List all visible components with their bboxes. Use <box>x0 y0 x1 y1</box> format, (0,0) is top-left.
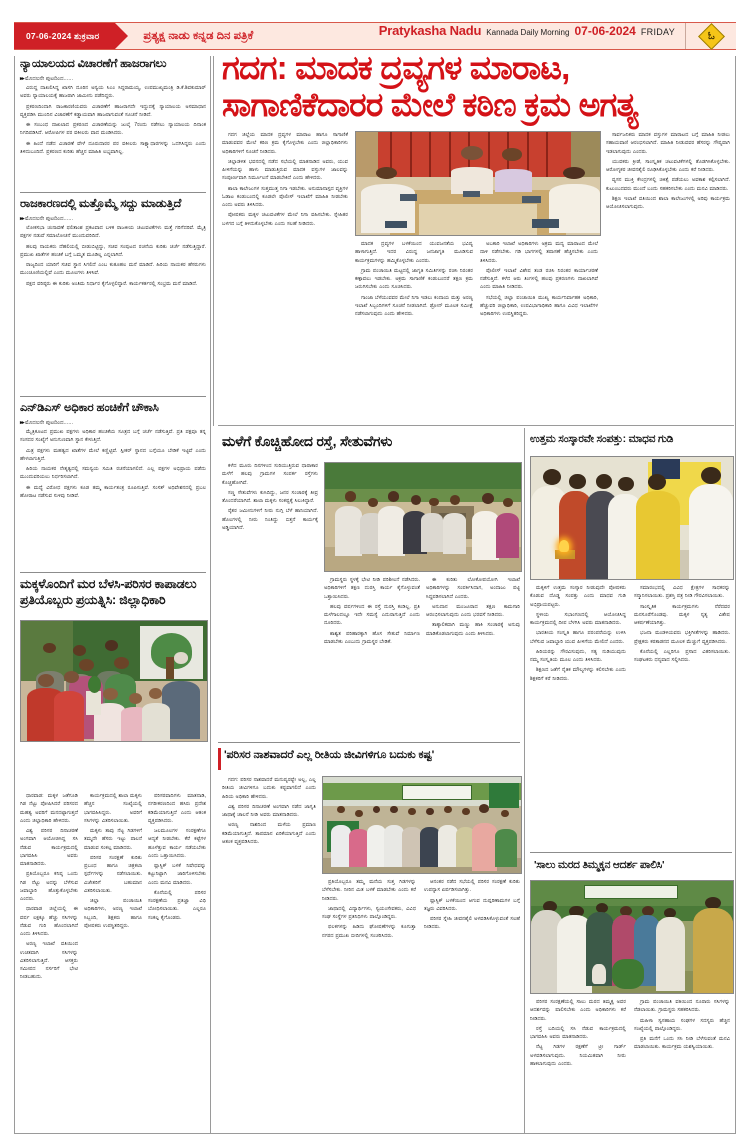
rule-above-thimmakka <box>530 852 732 853</box>
byline-bullet-icon: ▸▸ <box>20 76 24 82</box>
paragraph: ಅನುದಾನ ಮಂಜೂರಾದ ತಕ್ಷಣ ಕಾಮಗಾರಿ ಆರಂಭಿಸಲಾಗುವುದು ಎಂದು ಭರವಸೆ ನೀಡಿದರು. <box>426 603 520 618</box>
paragraph: ಸ್ಥಳೀಯ ಸಭಾಂಗಣದಲ್ಲಿ ಆಯೋಜಿಸಿದ್ದ ಕಾರ್ಯಕ್ರಮದಲ್ಲಿ ದೀಪ ಬೆಳಗಿಸಿ ಅವರು ಮಾತನಾಡಿದರು. <box>530 611 626 626</box>
paragraph: ಈ ಸಂಬಂಧ ದಾಖಲಾದ ಪ್ರಕರಣದ ವಿಚಾರಣೆಯನ್ನು ಜುಲೈ 7ರಂದು ನಡೆಸಲು ನ್ಯಾಯಾಲಯ ದಿನಾಂಕ ನಿಗದಿಪಡಿಸಿದೆ. ಆರೋಪಿಗಳ ಪರ ವಕೀಲರು ವಾದ ಮಂಡಿಸಿದರು. <box>20 122 206 137</box>
page-right-border <box>735 56 736 1134</box>
paragraph: ಹಿರಿಯರನ್ನು ಗೌರವಿಸುವುದು, ಸತ್ಯ ನುಡಿಯುವುದು ನಮ್ಮ ಸಂಸ್ಕೃತಿಯ ಮೂಲ ಎಂದು ತಿಳಿಸಿದರು. <box>530 648 626 663</box>
paragraph: ಗದಗ: ಪರಿಸರ ನಾಶವಾದರೆ ಮನುಷ್ಯರಷ್ಟೇ ಅಲ್ಲ, ಎಲ್ಲ ರೀತಿಯ ಜೀವಿಗಳಿಗೂ ಬದುಕು ಕಷ್ಟವಾಗಲಿದೆ ಎಂದು ಹಿರಿಯ ಅಧಿಕಾರಿ ಹೇಳಿದರು. <box>222 777 316 800</box>
paragraph: ವಿಶ್ವ ಪರಿಸರ ದಿನಾಚರಣೆ ಅಂಗವಾಗಿ ನಡೆದ ಜಾಗೃತಿ ಜಾಥಾಕ್ಕೆ ಚಾಲನೆ ನೀಡಿ ಅವರು ಮಾತನಾಡಿದರು. <box>222 803 316 818</box>
lead-body-col2 <box>355 240 473 422</box>
paragraph: ಅರಣ್ಯ ನಾಶದಿಂದ ಮಳೆಯ ಪ್ರಮಾಣ ಕಡಿಮೆಯಾಗುತ್ತಿದೆ. ತಾಪಮಾನ ಏರಿಕೆಯಾಗುತ್ತಿದೆ ಎಂದು ಆತಂಕ ವ್ಯಕ್ತಪಡಿಸಿದರು. <box>222 822 316 845</box>
rule-mid-right <box>524 428 525 1134</box>
paragraph: ಮಕ್ಕಳಿಗೆ ಉತ್ತಮ ಸಂಸ್ಕಾರ ನೀಡುವುದೇ ಪೋಷಕರು ಕೊಡುವ ದೊಡ್ಡ ಸಂಪತ್ತು ಎಂದು ಮಾಧವ ಗುಡಿ ಅಭಿಪ್ರಾಯಪಟ್ಟರು. <box>530 585 626 608</box>
paragraph: ಸಾಂಸ್ಕೃತಿಕ ಕಾರ್ಯಕ್ರಮಗಳು ನೆರೆದವರ ಮನಸೂರೆಗೊಂಡವು. ಮಕ್ಕಳ ನೃತ್ಯ ವಿಶೇಷ ಆಕರ್ಷಣೆಯಾಗಿತ್ತು. <box>634 603 730 626</box>
paragraph: ಅಬಕಾರಿ ಇಲಾಖೆ ಅಧಿಕಾರಿಗಳು ಅಕ್ರಮ ಮದ್ಯ ಮಾರಾಟದ ಮೇಲೆ ದಾಳಿ ನಡೆಸಬೇಕು. ಗಡಿ ಭಾಗಗಳಲ್ಲಿ ತಪಾಸಣೆ ಹೆಚ್ಚಿಸಬೇಕು ಎಂದು ತಿಳಿಸಿದರು. <box>480 241 598 264</box>
paragraph: ಗ್ರಾಮ ಪಂಚಾಯಿತಿ ವತಿಯಿಂದ ನೂರಾರು ಸಸಿಗಳನ್ನು ನೆಡಲಾಯಿತು. ಗ್ರಾಮಸ್ಥರು ಸಹಕರಿಸಿದರು. <box>634 999 730 1014</box>
paragraph: ಪ್ರಕರಣದಿಂದಾಗಿ ರಾಜಕಾರಣಿಯವರು ವಿಚಾರಣೆಗೆ ಹಾಜರಾಗದೇ ಇದ್ದುದಕ್ಕೆ ನ್ಯಾಯಾಲಯ ಅಸಮಾಧಾನ ವ್ಯಕ್ತಪಡಿಸಿ ಮುಂದಿನ ವಿಚಾರಣೆಗೆ ಕಡ್ಡಾಯವಾಗಿ ಹಾಜರಾಗುವಂತೆ ಸೂಚನೆ ನೀಡಿದೆ. <box>20 103 206 118</box>
thimmakka-body-col2 <box>634 998 730 1128</box>
rain-story-headline: ಮಳೆಗೆ ಕೊಚ್ಚಿಹೋದ ರಸ್ತೆ, ಸೇತುವೆಗಳು <box>222 433 393 449</box>
sanskara-story-headline: ಉತ್ತಮ ಸಂಸ್ಕಾರವೇ ಸಂಪತ್ತು: ಮಾಧವ ಗುಡಿ <box>530 433 674 445</box>
left-story-3-body <box>20 428 206 568</box>
paragraph: ಪ್ರತಿಯೊಬ್ಬರೂ ಕನಿಷ್ಠ ಒಂದು ಗಿಡ ನೆಟ್ಟು ಅದನ್ನು ಬೆಳೆಸುವ ಜವಾಬ್ದಾರಿ ಹೊತ್ತುಕೊಳ್ಳಬೇಕು ಎಂದರು. <box>20 871 78 902</box>
left-story-3-byline <box>20 420 206 427</box>
paragraph: ಸಾರ್ವಜನಿಕರು ಮಾದಕ ವಸ್ತುಗಳ ಮಾರಾಟದ ಬಗ್ಗೆ ಮಾಹಿತಿ ನೀಡಲು ಸಹಾಯವಾಣಿ ಆರಂಭಿಸಲಾಗಿದೆ. ಮಾಹಿತಿ ನೀಡುವವರ ಹೆಸರನ್ನು ಗೌಪ್ಯವಾಗಿ ಇಡಲಾಗುವುದು ಎಂದರು. <box>606 132 730 155</box>
paragraph: ಲೋಕಸಭಾ ಚುನಾವಣೆ ಫಲಿತಾಂಶ ಪ್ರಕಟವಾದ ಬಳಿಕ ರಾಜಕೀಯ ಚಟುವಟಿಕೆಗಳು ಮತ್ತೆ ಗರಿಗೆದರಿವೆ. ಮೈತ್ರಿ ಪಕ್ಷಗಳ ನಡುವೆ ಸಮಾಲೋಚನೆ ಮುಂದುವರಿದಿದೆ. <box>20 225 206 240</box>
left-story-1-headline: ನ್ಯಾಯಾಲಯದ ವಿಚಾರಣೆಗೆ ಹಾಜರಾಗಲು <box>20 58 167 70</box>
byline-bullet-icon: ▸▸ <box>20 420 24 426</box>
rule-below-lead <box>218 425 734 426</box>
paragraph: ಈ ಕುರಿತು ಲೋಕೋಪಯೋಗಿ ಇಲಾಖೆ ಅಧಿಕಾರಿಗಳನ್ನು ಸಂಪರ್ಕಿಸಿದಾಗ, ಅಂದಾಜು ಪಟ್ಟಿ ಸಿದ್ಧಪಡಿಸಲಾಗಿದೆ ಎಂದರು. <box>426 577 520 600</box>
masthead-english-block <box>379 23 685 49</box>
env-body-col3 <box>424 878 520 1128</box>
paragraph: ಹಲವು ನಾಯಕರು ದೆಹಲಿಯಲ್ಲಿ ಬೀಡುಬಿಟ್ಟಿದ್ದು, ಸಚಿವ ಸಂಪುಟದ ರಚನೆಯ ಕುರಿತು ಚರ್ಚೆ ನಡೆಸುತ್ತಿದ್ದಾರೆ. ಪ್ರಮುಖ ಖಾತೆಗಳ ಹಂಚಿಕೆ ಬಗ್ಗೆ ಒಮ್ಮತ ಮೂಡಿಲ್ಲ ಎನ್ನಲಾಗಿದೆ. <box>20 243 206 258</box>
children-sapling-photo <box>20 620 208 742</box>
masthead <box>14 22 736 50</box>
paragraph: ಕಾರ್ಯಕ್ರಮದಲ್ಲಿ ಶಾಲಾ ಮಕ್ಕಳು ಹೆಚ್ಚಿನ ಸಂಖ್ಯೆಯಲ್ಲಿ ಭಾಗವಹಿಸಿದ್ದರು. ಅವರಿಗೆ ಸಸಿಗಳನ್ನು ವಿತರಿಸಲಾಯಿತು. <box>84 793 142 824</box>
paragraph: ವ್ಯಸನ ಮುಕ್ತಿ ಕೇಂದ್ರಗಳಲ್ಲಿ ಚಿಕಿತ್ಸೆ ಪಡೆಯಲು ಅವಕಾಶ ಕಲ್ಪಿಸಲಾಗಿದೆ. ಕುಟುಂಬದವರು ಮುಂದೆ ಬಂದು ಸಹಕರಿಸಬೇಕು ಎಂದು ಮನವಿ ಮಾಡಿದರು. <box>606 177 730 192</box>
rain-body-col1 <box>222 462 318 718</box>
paragraph: ಧಾರವಾಡ: ಮಕ್ಕಳ ಜತೆಗೂಡಿ ಗಿಡ ನೆಟ್ಟು ಪೋಷಿಸಿದರೆ ಪರಿಸರದ ಮಹತ್ವ ಅವರಿಗೆ ಮನದಟ್ಟಾಗುತ್ತದೆ ಎಂದು ಜಿಲ್ಲಾಧಿಕಾರಿ ಹೇಳಿದರು. <box>20 793 78 824</box>
paragraph: ಭಾರತೀಯ ಸಂಸ್ಕೃತಿ ಹಾಗೂ ಪರಂಪರೆಯನ್ನು ಉಳಿಸಿ ಬೆಳೆಸುವ ಜವಾಬ್ದಾರಿ ಯುವ ಪೀಳಿಗೆಯ ಮೇಲಿದೆ ಎಂದರು. <box>530 630 626 645</box>
paragraph: ಅರಣ್ಯ ಇಲಾಖೆ ವತಿಯಿಂದ ಉಚಿತವಾಗಿ ಸಸಿಗಳನ್ನು ವಿತರಿಸಲಾಗುತ್ತಿದೆ. ಆಸಕ್ತರು ಸಮೀಪದ ನರ್ಸರಿಗೆ ಭೇಟಿ ನೀಡಬಹುದು. <box>20 941 78 981</box>
left-bottom-headline <box>20 577 208 608</box>
left-story-2-headline: ರಾಜಕಾರಣದಲ್ಲಿ ಮತ್ತೊಮ್ಮೆ ಸದ್ದು ಮಾಡುತ್ತಿದೆ <box>20 198 182 210</box>
paragraph: ಹಿರಿಯ ನಾಯಕರ ನೇತೃತ್ವದಲ್ಲಿ ಸಮನ್ವಯ ಸಮಿತಿ ರಚನೆಯಾಗಲಿದೆ. ಎಲ್ಲ ಪಕ್ಷಗಳ ಅಭಿಪ್ರಾಯ ಪಡೆದು ಮುಂದುವರಿಯಲು ನಿರ್ಧರಿಸಲಾಗಿದೆ. <box>20 466 206 481</box>
paragraph: ಶಾಲಾ ಕಾಲೇಜುಗಳ ಸುತ್ತಮುತ್ತ ನಿಗಾ ಇಡಬೇಕು. ಅನುಮಾನಾಸ್ಪದ ವ್ಯಕ್ತಿಗಳ ಓಡಾಟ ಕಂಡುಬಂದಲ್ಲಿ ಕೂಡಲೇ ಪೊಲೀಸ್ ಇಲಾಖೆಗೆ ಮಾಹಿತಿ ನೀಡಬೇಕು ಎಂದು ಅವರು ತಿಳಿಸಿದರು. <box>222 185 348 208</box>
paragraph: ಕೊನೆಯಲ್ಲಿ ಪರಿಸರ ಸಂರಕ್ಷಣೆಯ ಪ್ರತಿಜ್ಞಾ ವಿಧಿ ಬೋಧಿಸಲಾಯಿತು. ಎಲ್ಲರೂ ಸಂಕಲ್ಪ ಕೈಗೊಂಡರು. <box>148 889 206 921</box>
left-story-1-body <box>20 84 206 188</box>
paragraph: ರಸ್ತೆ ಬದಿಯಲ್ಲಿ ಸಸಿ ನೆಡುವ ಕಾರ್ಯಕ್ರಮದಲ್ಲಿ ಭಾಗವಹಿಸಿ ಅವರು ಮಾತನಾಡಿದರು. <box>530 1025 626 1040</box>
left-bottom-headline-line2: ಪ್ರತಿಯೊಬ್ಬರು ಪ್ರಯತ್ನಿಸಿ: ಜಿಲ್ಲಾಧಿಕಾರಿ <box>20 592 166 607</box>
paragraph: ಪ್ರತಿಯೊಬ್ಬರೂ ತಮ್ಮ ಮನೆಯ ಸುತ್ತ ಗಿಡಗಳನ್ನು ಬೆಳೆಸಬೇಕು. ನೀರಿನ ಮಿತ ಬಳಕೆ ಮಾಡಬೇಕು ಎಂದು ಕರೆ ನೀಡಿದರು. <box>322 879 416 902</box>
rain-body-col2 <box>324 576 420 718</box>
paragraph: ಈ ಹಿಂದೆ ನಡೆದ ವಿಚಾರಣೆ ವೇಳೆ ದೂರುದಾರರ ಪರ ವಕೀಲರು ಸಾಕ್ಷ್ಯಾಧಾರಗಳನ್ನು ಒದಗಿಸಿದ್ದರು ಎಂದು ತಿಳಿದುಬಂದಿದೆ. ಪ್ರಕರಣದ ಕುರಿತು ಹೆಚ್ಚಿನ ಮಾಹಿತಿ ಲಭ್ಯವಾಗಿಲ್ಲ. <box>20 140 206 155</box>
left-story-2-body <box>20 224 206 390</box>
sanskara-body-col1 <box>530 584 626 836</box>
paragraph: ಶಿಕ್ಷಣದ ಜತೆಗೆ ನೈತಿಕ ಮೌಲ್ಯಗಳನ್ನು ಕಲಿಸಬೇಕು ಎಂದು ಶಿಕ್ಷಕರಿಗೆ ಕರೆ ನೀಡಿದರು. <box>530 667 626 682</box>
paragraph: ರೈತರ ಜಮೀನುಗಳಿಗೆ ನೀರು ನುಗ್ಗಿ ಬೆಳೆ ಹಾನಿಯಾಗಿದೆ. ಹೊಲಗಳಲ್ಲಿ ನೀರು ನಿಂತಿದ್ದು ಬಿತ್ತನೆ ಕಾರ್ಯಕ್ಕೆ ಅಡ್ಡಿಯಾಗಿದೆ. <box>222 508 318 531</box>
paragraph: ಪ್ಲಾಸ್ಟಿಕ್ ಬಳಕೆ ನಿಷೇಧವನ್ನು ಕಟ್ಟುನಿಟ್ಟಾಗಿ ಜಾರಿಗೊಳಿಸಬೇಕು ಎಂದು ಮನವಿ ಮಾಡಿದರು. <box>148 863 206 886</box>
thimmakka-story-headline: 'ಸಾಲು ಮರದ ತಿಮ್ಮಕ್ಕನ ಆದರ್ಶ ಪಾಲಿಸಿ' <box>534 859 665 871</box>
paragraph: ಪ್ರತಿ ಮನೆಗೆ ಒಂದು ಸಸಿ ನೀಡಿ ಬೆಳೆಸುವಂತೆ ಮನವಿ ಮಾಡಲಾಯಿತು. ಕಾರ್ಯಕ್ರಮ ಯಶಸ್ವಿಯಾಯಿತು. <box>634 1036 730 1051</box>
paragraph: ಗ್ರಾಮಸ್ಥರು ಸ್ಥಳಕ್ಕೆ ಭೇಟಿ ನೀಡಿ ಪರಿಶೀಲನೆ ನಡೆಸಿದರು. ಅಧಿಕಾರಿಗಳಿಗೆ ತಕ್ಷಣ ದುರಸ್ತಿ ಕಾರ್ಯ ಕೈಗೊಳ್ಳುವಂತೆ ಒತ್ತಾಯಿಸಿದರು. <box>324 577 420 600</box>
paragraph: ಗ್ರಾಮ ಪಂಚಾಯಿತಿ ಮಟ್ಟದಲ್ಲಿ ಜಾಗೃತಿ ಸಮಿತಿಗಳನ್ನು ರಚಿಸಿ ನಿರಂತರ ಕಣ್ಗಾವಲು ಇಡಬೇಕು. ಅಕ್ರಮ ಸಾಗಾಣಿಕೆ ಕಂಡುಬಂದರೆ ತಕ್ಷಣ ಕ್ರಮ ಜರುಗಿಸಬೇಕು ಎಂದು ಸೂಚಿಸಿದರು. <box>355 267 473 291</box>
paragraph: ಆನಂತರ ನಡೆದ ಸಭೆಯಲ್ಲಿ ಪರಿಸರ ಸಂರಕ್ಷಣೆ ಕುರಿತು ಉಪನ್ಯಾಸ ಏರ್ಪಡಿಸಲಾಗಿತ್ತು. <box>424 879 520 894</box>
paragraph: ಪರಿಸರ ಸ್ನೇಹಿ ಜೀವನಶೈಲಿ ಅಳವಡಿಸಿಕೊಳ್ಳುವಂತೆ ಸಲಹೆ ನೀಡಿದರು. <box>424 916 520 931</box>
tree-planting-officials-photo <box>530 880 734 994</box>
paragraph: ಶಾಶ್ವತ ಪರಿಹಾರಕ್ಕಾಗಿ ಹೊಸ ಸೇತುವೆ ನಿರ್ಮಾಣ ಮಾಡಬೇಕು ಎಂಬುದು ಗ್ರಾಮಸ್ಥರ ಬೇಡಿಕೆ. <box>324 630 420 645</box>
paragraph: ಜಲಮೂಲಗಳ ಸಂರಕ್ಷಣೆಗೂ ಆದ್ಯತೆ ನೀಡಬೇಕು. ಕೆರೆ ಕಟ್ಟೆಗಳ ಹೂಳೆತ್ತುವ ಕಾರ್ಯ ನಡೆಯಬೇಕು ಎಂದು ಒತ್ತಾಯಿಸಿದರು. <box>148 828 206 859</box>
paragraph: ಮಹಿಳಾ ಸ್ವಸಹಾಯ ಸಂಘಗಳ ಸದಸ್ಯರು ಹೆಚ್ಚಿನ ಸಂಖ್ಯೆಯಲ್ಲಿ ಪಾಲ್ಗೊಂಡಿದ್ದರು. <box>634 1017 730 1032</box>
paragraph: ಪರಿಸರ ಸಂರಕ್ಷಣೆ ಕುರಿತು ಪ್ರಬಂಧ ಹಾಗೂ ಚಿತ್ರಕಲಾ ಸ್ಪರ್ಧೆಗಳನ್ನು ನಡೆಸಲಾಯಿತು. ವಿಜೇತರಿಗೆ ಬಹುಮಾನ ವಿತರಿಸಲಾಯಿತು. <box>84 854 142 894</box>
paragraph: ಗದಗ ಜಿಲ್ಲೆಯ ಮಾದಕ ದ್ರವ್ಯಗಳ ಮಾರಾಟ ಹಾಗೂ ಸಾಗಾಣಿಕೆ ಮಾಡುವವರ ಮೇಲೆ ಕಠಿಣ ಕ್ರಮ ಕೈಗೊಳ್ಳಬೇಕು ಎಂದು ಜಿಲ್ಲಾಧಿಕಾರಿಗಳು ಅಧಿಕಾರಿಗಳಿಗೆ ಸೂಚನೆ ನೀಡಿದರು. <box>222 132 348 155</box>
paragraph: ಗಾಂಜಾ ಬೆಳೆಯುವವರ ಮೇಲೆ ನಿಗಾ ಇಡಲು ಕಂದಾಯ ಮತ್ತು ಅರಣ್ಯ ಇಲಾಖೆ ಸಿಬ್ಬಂದಿಗಳಿಗೆ ಸೂಚನೆ ನೀಡಲಾಗಿದೆ. ಡ್ರೋನ್ ಮೂಲಕ ಸಮೀಕ್ಷೆ ನಡೆಸಲಾಗುವುದು ಎಂದು ಹೇಳಿದರು. <box>355 294 473 317</box>
left-rule-3 <box>20 572 206 573</box>
paragraph: ಸಭೆಯಲ್ಲಿ ಜಿಲ್ಲಾ ಪಂಚಾಯಿತಿ ಮುಖ್ಯ ಕಾರ್ಯನಿರ್ವಾಹಕ ಅಧಿಕಾರಿ, ಹೆಚ್ಚುವರಿ ಜಿಲ್ಲಾಧಿಕಾರಿ, ಉಪವಿಭಾಗಾಧಿಕಾರಿ ಹಾಗೂ ವಿವಿಧ ಇಲಾಖೆಗಳ ಅಧಿಕಾರಿಗಳು ಉಪಸ್ಥಿತರಿದ್ದರು. <box>480 294 598 317</box>
meeting-room-officials-photo <box>355 131 601 236</box>
env-headline-accent-bar <box>218 748 221 770</box>
paragraph: ಕಳೆದ ಮೂರು ದಿನಗಳಿಂದ ಸುರಿಯುತ್ತಿರುವ ಧಾರಾಕಾರ ಮಳೆಗೆ ಹಲವು ಗ್ರಾಮಗಳ ಸಂಪರ್ಕ ರಸ್ತೆಗಳು ಕೊಚ್ಚಿಹೋಗಿವೆ. <box>222 463 318 486</box>
env-story-headline: 'ಪರಿಸರ ನಾಶವಾದರೆ ಎಲ್ಲ ರೀತಿಯ ಜೀವಿಗಳಿಗೂ ಬದುಕು ಕಷ್ಟ' <box>224 749 435 761</box>
sanskara-body-col2 <box>634 584 730 836</box>
paragraph: ಪೊಲೀಸ್ ಇಲಾಖೆ ವಿಶೇಷ ತಂಡ ರಚಿಸಿ ನಿರಂತರ ಕಾರ್ಯಾಚರಣೆ ನಡೆಸುತ್ತಿದೆ. ಕಳೆದ ಆರು ತಿಂಗಳಲ್ಲಿ ಹಲವು ಪ್ರಕರಣಗಳು ದಾಖಲಾಗಿವೆ ಎಂದು ಮಾಹಿತಿ ನೀಡಿದರು. <box>480 267 598 291</box>
paragraph: ವಿರುದ್ಧ ದಾಖಲಿಸಿದ್ದ ಖಾಸಗಿ ದೂರಿನ ಅನ್ವಯ ಸಿಎಂ ಸಿದ್ದರಾಮಯ್ಯ, ಉಪಮುಖ್ಯಮಂತ್ರಿ ಡಿ.ಕೆ.ಶಿವಕುಮಾರ್ ಅವರು ನ್ಯಾಯಾಲಯಕ್ಕೆ ಹಾಜರಾಗಿ ಜಾಮೀನು ಪಡೆದಿದ್ದರು. <box>20 85 206 100</box>
byline-bullet-icon: ▸▸ <box>20 216 24 222</box>
paragraph: ಜಿಲ್ಲಾ ಪಂಚಾಯಿತಿ ಅಧಿಕಾರಿಗಳು, ಅರಣ್ಯ ಇಲಾಖೆ ಸಿಬ್ಬಂದಿ, ಶಿಕ್ಷಕರು ಹಾಗೂ ಪೋಷಕರು ಉಪಸ್ಥಿತರಿದ್ದರು. <box>84 898 142 929</box>
paragraph: ಜಾಥಾದಲ್ಲಿ ವಿದ್ಯಾರ್ಥಿಗಳು, ಸ್ವಯಂಸೇವಕರು, ವಿವಿಧ ಸಂಘ ಸಂಸ್ಥೆಗಳ ಪ್ರತಿನಿಧಿಗಳು ಪಾಲ್ಗೊಂಡಿದ್ದರು. <box>322 905 416 920</box>
lead-body-col1 <box>222 131 348 421</box>
masthead-date-tab: 07-06-2024 ಶುಕ್ರವಾರ <box>14 23 115 49</box>
lead-headline-line1: ಗದಗ: ಮಾದಕ ದ್ರವ್ಯಗಳ ಮಾರಾಟ, <box>222 49 570 86</box>
left-bottom-headline-line1: ಮಕ್ಕಳೊಂದಿಗೆ ಮರ ಬೆಳಸಿ-ಪರಿಸರ ಕಾಪಾಡಲು <box>20 577 197 591</box>
paragraph: ಪೋಷಕರು ಮಕ್ಕಳ ಚಟುವಟಿಕೆಗಳ ಮೇಲೆ ನಿಗಾ ವಹಿಸಬೇಕು. ಸ್ನೇಹಿತರ ಬಳಗದ ಬಗ್ಗೆ ತಿಳಿದುಕೊಳ್ಳಬೇಕು ಎಂದು ಸಲಹೆ ನೀಡಿದರು. <box>222 212 348 227</box>
paragraph: ಜಿಲ್ಲಾಡಳಿತ ಭವನದಲ್ಲಿ ನಡೆದ ಸಭೆಯಲ್ಲಿ ಮಾತನಾಡಿದ ಅವರು, ಯುವ ಪೀಳಿಗೆಯನ್ನು ಹಾಳು ಮಾಡುತ್ತಿರುವ ಮಾದಕ ವಸ್ತುಗಳ ಜಾಲವನ್ನು ಸಂಪೂರ್ಣವಾಗಿ ನಿರ್ಮೂಲನೆ ಮಾಡಬೇಕಿದೆ ಎಂದು ಹೇಳಿದರು. <box>222 158 348 182</box>
paragraph: ಪರಿಸರ ಸಂರಕ್ಷಣೆಯಲ್ಲಿ ಸಾಲು ಮರದ ತಿಮ್ಮಕ್ಕ ಅವರ ಆದರ್ಶವನ್ನು ಪಾಲಿಸಬೇಕು ಎಂದು ಅಧಿಕಾರಿಗಳು ಕರೆ ನೀಡಿದರು. <box>530 999 626 1022</box>
paragraph: ಸಮಾರಂಭದಲ್ಲಿ ವಿವಿಧ ಕ್ಷೇತ್ರಗಳ ಸಾಧಕರನ್ನು ಸನ್ಮಾನಿಸಲಾಯಿತು. ಪ್ರಶಸ್ತಿ ಪತ್ರ ನೀಡಿ ಗೌರವಿಸಲಾಯಿತು. <box>634 585 730 600</box>
rain-body-col3 <box>426 576 520 718</box>
paragraph: ಹಲವು ವರ್ಷಗಳಿಂದ ಈ ರಸ್ತೆ ದುರಸ್ತಿ ಕಂಡಿಲ್ಲ. ಪ್ರತಿ ಮಳೆಗಾಲದಲ್ಲೂ ಇದೇ ಸಮಸ್ಯೆ ಎದುರಾಗುತ್ತಿದೆ ಎಂದು ದೂರಿದರು. <box>324 603 420 627</box>
washed-out-road-villagers-photo <box>324 462 522 572</box>
page-left-border <box>14 56 15 1134</box>
byline-text: ಮೊದಲನೇ ಪುಟದಿಂದ...... <box>25 420 74 426</box>
lead-headline-line2: ಸಾಗಾಣಿಕೆದಾರರ ಮೇಲೆ ಕಠಿಣ ಕ್ರಮ ಅಗತ್ಯ <box>222 85 638 123</box>
masthead-english-title: Pratykasha Nadu <box>378 23 482 38</box>
lead-headline <box>222 50 730 124</box>
paragraph: ಕೊನೆಯಲ್ಲಿ ಎಲ್ಲರಿಗೂ ಪ್ರಸಾದ ವಿತರಿಸಲಾಯಿತು. ಸಂಘಟಕರು ಧನ್ಯವಾದ ಸಲ್ಲಿಸಿದರು. <box>634 648 730 663</box>
paragraph: ಪ್ಲಾಸ್ಟಿಕ್ ಬಳಕೆಯಿಂದ ಆಗುವ ದುಷ್ಪರಿಣಾಮಗಳ ಬಗ್ಗೆ ತಜ್ಞರು ವಿವರಿಸಿದರು. <box>424 897 520 912</box>
left-story-3-headline: ಎನ್‌ಡಿಎಸ್ ಅಧಿಕಾರ ಹಂಚಿಕೆಗೆ ಚೌಕಾಸಿ <box>20 402 159 414</box>
env-body-col2 <box>322 878 416 1128</box>
logo-glyph: ಓ <box>707 30 715 42</box>
diamond-logo-icon <box>698 23 725 50</box>
byline-text: ಮೊದಲನೇ ಪುಟದಿಂದ...... <box>25 76 74 82</box>
left-story-1-byline <box>20 76 206 83</box>
paragraph: ವಿಶ್ವ ಪರಿಸರ ದಿನಾಚರಣೆ ಅಂಗವಾಗಿ ಆಯೋಜಿಸಿದ್ದ ಸಸಿ ನೆಡುವ ಕಾರ್ಯಕ್ರಮದಲ್ಲಿ ಭಾಗವಹಿಸಿ ಅವರು ಮಾತನಾಡಿದರು. <box>20 828 78 867</box>
left-rule-2 <box>20 396 206 397</box>
left-bottom-body-col3 <box>148 792 206 1128</box>
paragraph: ತಾತ್ಕಾಲಿಕವಾಗಿ ಮಣ್ಣು ಹಾಕಿ ಸಂಚಾರಕ್ಕೆ ಅನುವು ಮಾಡಿಕೊಡಲಾಗುವುದು ಎಂದು ತಿಳಿಸಿದರು. <box>426 622 520 637</box>
lead-body-col4 <box>606 131 730 421</box>
paragraph: ಪಕ್ಷದ ವರಿಷ್ಠರು ಈ ಕುರಿತು ಅಂತಿಮ ನಿರ್ಧಾರ ಕೈಗೊಳ್ಳಲಿದ್ದಾರೆ. ಕಾರ್ಯಕರ್ತರಲ್ಲಿ ಸಂಭ್ರಮ ಮನೆ ಮಾಡಿದೆ. <box>26 280 198 287</box>
left-bottom-body-col1 <box>20 792 78 1128</box>
left-rule-1 <box>20 192 206 193</box>
paragraph: ಮಕ್ಕಳು ತಾವು ನೆಟ್ಟ ಗಿಡಗಳಿಗೆ ತಮ್ಮದೇ ಹೆಸರು ಇಟ್ಟು ಪಾಲನೆ ಮಾಡುವ ಸಂಕಲ್ಪ ಮಾಡಿದರು. <box>84 828 142 851</box>
paragraph: ಮಿತ್ರ ಪಕ್ಷಗಳು ಮಹತ್ವದ ಖಾತೆಗಳ ಮೇಲೆ ಕಣ್ಣಿಟ್ಟಿವೆ. ಸ್ಪೀಕರ್ ಸ್ಥಾನದ ಬಗ್ಗೆಯೂ ಬೇಡಿಕೆ ಇಟ್ಟಿವೆ ಎಂದು ಹೇಳಲಾಗುತ್ತಿದೆ. <box>20 447 206 462</box>
paragraph: ಪರಿಸರವಾದಿಗಳು ಮಾತನಾಡಿ, ನಗರೀಕರಣದಿಂದ ಹಸಿರು ಪ್ರದೇಶ ಕಡಿಮೆಯಾಗುತ್ತಿದೆ ಎಂದು ಆತಂಕ ವ್ಯಕ್ತಪಡಿಸಿದರು. <box>148 793 206 824</box>
paragraph: ಶಿಕ್ಷಣ ಇಲಾಖೆ ವತಿಯಿಂದ ಶಾಲಾ ಕಾಲೇಜುಗಳಲ್ಲಿ ಅರಿವು ಕಾರ್ಯಕ್ರಮ ಆಯೋಜಿಸಲಾಗುವುದು. <box>606 195 730 210</box>
rule-above-env-story <box>218 742 520 743</box>
paragraph: ಸಣ್ಣ ಸೇತುವೆಗಳು ಕುಸಿದಿದ್ದು, ಜನರ ಸಂಚಾರಕ್ಕೆ ತೀವ್ರ ತೊಂದರೆಯಾಗಿದೆ. ಶಾಲಾ ಮಕ್ಕಳು ಸಂಕಷ್ಟಕ್ಕೆ ಸಿಲುಕಿದ್ದಾರೆ. <box>222 489 318 504</box>
paragraph: ನೆಟ್ಟ ಗಿಡಗಳ ರಕ್ಷಣೆಗೆ ಟ್ರೀ ಗಾರ್ಡ್ ಅಳವಡಿಸಲಾಗುವುದು. ನಿಯಮಿತವಾಗಿ ನೀರು ಹಾಕಲಾಗುವುದು ಎಂದರು. <box>530 1044 626 1067</box>
env-body-col1 <box>222 776 316 1128</box>
rule-left-main-2 <box>213 56 214 426</box>
environment-day-rally-photo <box>322 776 522 874</box>
lead-body-col3 <box>480 240 598 422</box>
paragraph: ಧಾರವಾಡ ಜಿಲ್ಲೆಯಲ್ಲಿ ಈ ವರ್ಷ ಲಕ್ಷಕ್ಕೂ ಹೆಚ್ಚು ಸಸಿಗಳನ್ನು ನೆಡುವ ಗುರಿ ಹೊಂದಲಾಗಿದೆ ಎಂದು ತಿಳಿಸಿದರು. <box>20 906 78 937</box>
page-bottom-border <box>14 1133 736 1134</box>
lamp-lighting-ceremony-photo <box>530 456 734 580</box>
paragraph: ಈ ಮಧ್ಯೆ ವಿರೋಧ ಪಕ್ಷಗಳು ಕೂಡ ತಮ್ಮ ಕಾರ್ಯತಂತ್ರ ರೂಪಿಸುತ್ತಿವೆ. ಸಂಸತ್ ಅಧಿವೇಶನದಲ್ಲಿ ಪ್ರಬಲ ಹೋರಾಟ ನಡೆಸುವ ಸುಳಿವು ನೀಡಿವೆ. <box>20 484 206 499</box>
paragraph: ಫಲಕಗಳನ್ನು ಹಿಡಿದು ಘೋಷಣೆಗಳನ್ನು ಕೂಗುತ್ತಾ ನಗರದ ಪ್ರಮುಖ ಬೀದಿಗಳಲ್ಲಿ ಸಂಚರಿಸಿದರು. <box>322 924 416 939</box>
paragraph: ಯುವಕರು ಕ್ರೀಡೆ, ಸಾಂಸ್ಕೃತಿಕ ಚಟುವಟಿಕೆಗಳಲ್ಲಿ ತೊಡಗಿಸಿಕೊಳ್ಳಬೇಕು. ಆರೋಗ್ಯಕರ ಜೀವನಶೈಲಿ ರೂಢಿಸಿಕೊಳ್ಳಬೇಕು ಎಂದು ಕರೆ ನೀಡಿದರು. <box>606 158 730 173</box>
masthead-english-date: 07-06-2024 <box>574 24 636 38</box>
left-bottom-body-col2 <box>84 792 142 1128</box>
rule-left-main <box>210 56 211 1134</box>
thimmakka-body-col1 <box>530 998 626 1128</box>
paragraph: ಭಜನಾ ಮಂಡಳಿಯವರು ಭಕ್ತಿಗೀತೆಗಳನ್ನು ಹಾಡಿದರು. ಪ್ರೇಕ್ಷಕರು ಕರತಾಡನದ ಮೂಲಕ ಮೆಚ್ಚುಗೆ ವ್ಯಕ್ತಪಡಿಸಿದರು. <box>634 630 730 645</box>
masthead-kannada-title: ಪ್ರತ್ಯಕ್ಷ ನಾಡು ಕನ್ನಡ ದಿನ ಪತ್ರಿಕೆ <box>143 29 254 42</box>
paragraph: ರಾಜ್ಯದಿಂದ ಯಾರಿಗೆ ಸಚಿವ ಸ್ಥಾನ ಸಿಗಲಿದೆ ಎಂಬ ಕುತೂಹಲ ಮನೆ ಮಾಡಿದೆ. ಹಿರಿಯ ನಾಯಕರ ಹೆಸರುಗಳು ಮುಂಚೂಣಿಯಲ್ಲಿವೆ ಎಂದು ಮೂಲಗಳು ತಿಳಿಸಿವೆ. <box>20 262 206 277</box>
paragraph: ಮಾದಕ ದ್ರವ್ಯಗಳ ಬಳಕೆಯಿಂದ ಯುವಜನತೆಯ ಭವಿಷ್ಯ ಹಾಳಾಗುತ್ತಿದೆ. ಇದರ ವಿರುದ್ಧ ಜನಜಾಗೃತಿ ಮೂಡಿಸುವ ಕಾರ್ಯಕ್ರಮಗಳನ್ನು ಹಮ್ಮಿಕೊಳ್ಳಬೇಕು ಎಂದರು. <box>355 241 473 264</box>
masthead-english-subtitle: Kannada Daily Morning <box>486 28 570 37</box>
left-story-2-byline <box>20 216 206 223</box>
masthead-english-day: FRIDAY <box>640 27 675 37</box>
masthead-logo-cell <box>685 23 736 49</box>
byline-text: ಮೊದಲನೇ ಪುಟದಿಂದ...... <box>25 216 74 222</box>
paragraph: ಮೈತ್ರಿಕೂಟದ ಪ್ರಮುಖ ಪಕ್ಷಗಳು ಅಧಿಕಾರ ಹಂಚಿಕೆಯ ಸೂತ್ರದ ಬಗ್ಗೆ ಚರ್ಚೆ ನಡೆಸುತ್ತಿವೆ. ಪ್ರತಿ ಪಕ್ಷವೂ ತನ್ನ ಸಂಸದರ ಸಂಖ್ಯೆಗೆ ಅನುಗುಣವಾಗಿ ಸ್ಥಾನ ಕೇಳುತ್ತಿದೆ. <box>20 429 206 444</box>
